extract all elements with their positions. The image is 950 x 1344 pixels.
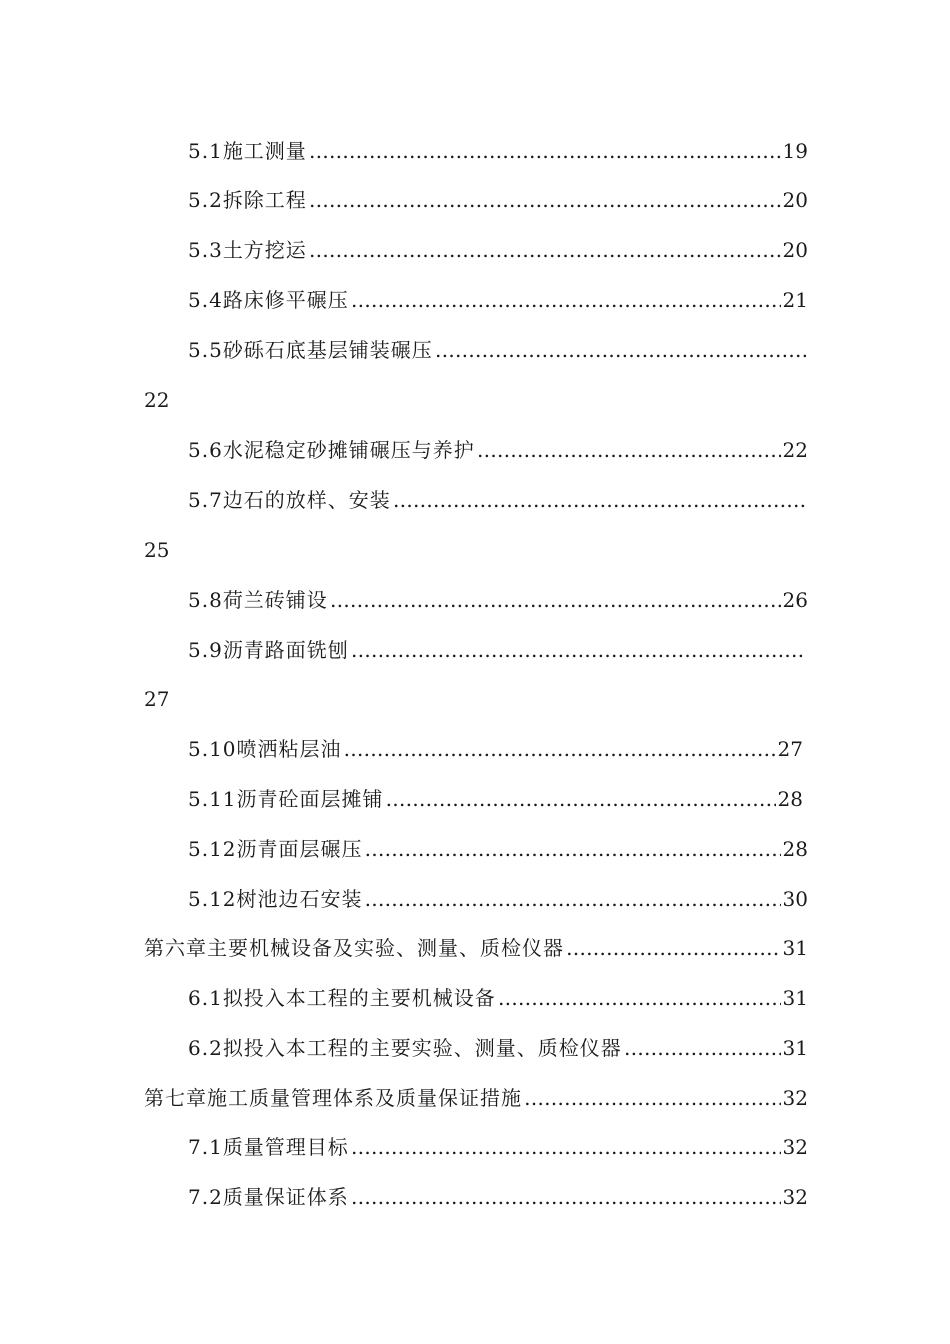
toc-entry[interactable] <box>188 435 808 465</box>
dot-leader <box>344 734 776 764</box>
toc-entry[interactable] <box>188 285 808 315</box>
toc-entry-page: 22 <box>144 388 170 412</box>
dot-leader <box>351 635 806 665</box>
toc-entry-title: 施工测量 <box>222 139 307 163</box>
toc-entry[interactable] <box>188 485 808 515</box>
toc-entry[interactable] <box>188 185 808 215</box>
toc-entry-page: 31 <box>782 986 808 1010</box>
toc-chapter-entry[interactable] <box>144 933 808 963</box>
toc-entry-number: 5.12 <box>188 837 237 861</box>
toc-entry-page: 27 <box>144 687 170 711</box>
toc-entry-number: 5.1 <box>188 139 223 163</box>
toc-entry-number: 7.2 <box>188 1185 223 1209</box>
toc-entry-number: 5.12 <box>188 887 237 911</box>
toc-entry-title: 质量保证体系 <box>222 1185 349 1209</box>
dot-leader <box>386 784 776 814</box>
dot-leader <box>309 185 781 215</box>
dot-leader <box>524 1083 781 1113</box>
toc-entry-title: 主要机械设备及实验、测量、质检仪器 <box>207 936 564 960</box>
toc-entry-title: 拟投入本工程的主要实验、测量、质检仪器 <box>222 1036 622 1060</box>
toc-entry-page: 27 <box>777 737 803 761</box>
toc-entry-title: 土方挖运 <box>222 238 307 262</box>
dot-leader <box>624 1033 781 1063</box>
toc-entry-number: 5.5 <box>188 338 223 362</box>
toc-entry-number: 5.11 <box>188 787 237 811</box>
toc-entry-number: 5.10 <box>188 737 237 761</box>
toc-entry[interactable] <box>188 335 808 365</box>
toc-entry[interactable] <box>188 235 808 265</box>
dot-leader <box>351 285 781 315</box>
toc-entry-title: 路床修平碾压 <box>222 288 349 312</box>
toc-entry-number: 5.9 <box>188 638 223 662</box>
toc-entry-number: 5.6 <box>188 438 223 462</box>
dot-leader <box>365 834 781 864</box>
toc-entry-page: 21 <box>782 288 808 312</box>
toc-entry-page: 19 <box>782 139 808 163</box>
toc-entry-number: 6.2 <box>188 1036 223 1060</box>
toc-entry-page: 25 <box>144 538 170 562</box>
toc-entry-number: 第六章 <box>144 936 207 960</box>
toc-entry-title: 沥青面层碾压 <box>236 837 363 861</box>
toc-entry[interactable] <box>188 1132 808 1162</box>
toc-entry-title: 树池边石安装 <box>236 887 363 911</box>
toc-entry[interactable] <box>188 1033 808 1063</box>
toc-entry-title: 荷兰砖铺设 <box>222 588 328 612</box>
toc-entry-title: 喷洒粘层油 <box>236 737 342 761</box>
toc-entry-number: 6.1 <box>188 986 223 1010</box>
toc-entry-title: 砂砾石底基层铺装碾压 <box>222 338 433 362</box>
toc-entry-title: 质量管理目标 <box>222 1135 349 1159</box>
toc-entry-number: 第七章 <box>144 1086 207 1110</box>
toc-chapter-entry[interactable] <box>144 1083 808 1113</box>
dot-leader <box>351 1132 781 1162</box>
toc-entry-title: 拆除工程 <box>222 188 307 212</box>
toc-entry-page: 32 <box>782 1086 808 1110</box>
toc-entry-page: 20 <box>782 238 808 262</box>
toc-entry-page: 22 <box>782 438 808 462</box>
toc-entry-page: 28 <box>777 787 803 811</box>
toc-entry-number: 5.3 <box>188 238 223 262</box>
toc-entry-page: 32 <box>782 1185 808 1209</box>
toc-entry-page: 26 <box>782 588 808 612</box>
toc-entry[interactable] <box>188 585 808 615</box>
toc-entry-number: 5.7 <box>188 488 223 512</box>
toc-entry-page: 30 <box>782 887 808 911</box>
dot-leader <box>309 136 781 166</box>
toc-entry-number: 5.4 <box>188 288 223 312</box>
toc-entry[interactable] <box>188 734 803 764</box>
toc-entry-number: 5.8 <box>188 588 223 612</box>
toc-entry-title: 沥青砼面层摊铺 <box>236 787 384 811</box>
toc-entry-page: 31 <box>782 936 808 960</box>
dot-leader <box>309 235 781 265</box>
toc-entry[interactable] <box>188 834 808 864</box>
toc-entry-number: 7.1 <box>188 1135 223 1159</box>
toc-entry-title: 边石的放样、安装 <box>222 488 391 512</box>
toc-entry-title: 施工质量管理体系及质量保证措施 <box>207 1086 522 1110</box>
toc-entry-page: 28 <box>782 837 808 861</box>
dot-leader <box>566 933 781 963</box>
dot-leader <box>435 335 806 365</box>
dot-leader <box>351 1182 781 1212</box>
toc-entry-title: 沥青路面铣刨 <box>222 638 349 662</box>
toc-entry[interactable] <box>188 983 808 1013</box>
toc-entry-page: 32 <box>782 1135 808 1159</box>
dot-leader <box>330 585 781 615</box>
toc-entry[interactable] <box>188 884 808 914</box>
toc-entry[interactable] <box>188 136 808 166</box>
toc-entry[interactable] <box>188 784 803 814</box>
toc-entry-number: 5.2 <box>188 188 223 212</box>
dot-leader <box>365 884 781 914</box>
toc-entry[interactable] <box>188 1182 808 1212</box>
toc-entry-title: 拟投入本工程的主要机械设备 <box>222 986 496 1010</box>
toc-entry-page: 31 <box>782 1036 808 1060</box>
toc-entry[interactable] <box>188 635 808 665</box>
dot-leader <box>498 983 781 1013</box>
dot-leader <box>393 485 806 515</box>
dot-leader <box>477 435 781 465</box>
toc-entry-page: 20 <box>782 188 808 212</box>
toc-entry-title: 水泥稳定砂摊铺碾压与养护 <box>222 438 475 462</box>
